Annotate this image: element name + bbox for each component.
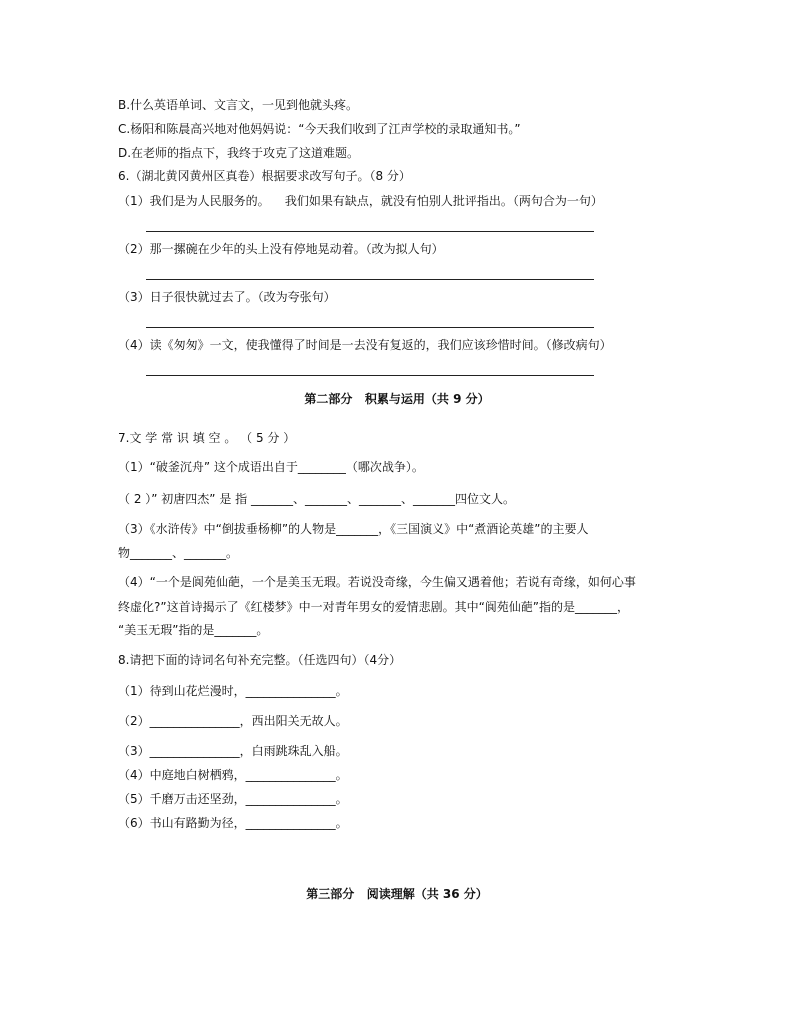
question-6-4: （4）读《匆匆》一文，使我懂得了时间是一去没有复返的，我们应该珍惜时间。（修改病句） xyxy=(118,338,612,352)
question-6-title: 6.（湖北黄冈黄州区真卷）根据要求改写句子。（8 分） xyxy=(118,169,411,183)
question-6-3: （3）日子很快就过去了。（改为夸张句） xyxy=(118,290,336,304)
part-3-heading: 第三部分 阅读理解（共 36 分） xyxy=(306,887,488,901)
question-7-3-line2: 物_______、_______。 xyxy=(118,546,239,560)
question-8-1: （1）待到山花烂漫时，_______________。 xyxy=(118,684,348,698)
question-7-4-line1: （4）“一个是阆苑仙葩，一个是美玉无瑕。若说没奇缘，今生偏又遇着他；若说有奇缘，如何心事 xyxy=(118,575,636,589)
question-6-2: （2）那一摞碗在少年的头上没有停地晃动着。（改为拟人句） xyxy=(118,242,444,256)
answer-line-6-1[interactable] xyxy=(146,231,594,232)
part-2-heading: 第二部分 积累与运用（共 9 分） xyxy=(304,392,490,406)
question-6-1: （1）我们是为人民服务的。 我们如果有缺点，就没有怕别人批评指出。（两句合为一句） xyxy=(118,194,603,208)
question-8-6: （6）书山有路勤为径，_______________。 xyxy=(118,816,348,830)
answer-line-6-2[interactable] xyxy=(146,279,594,280)
question-7-3-line1: （3）《水浒传》中“倒拔垂杨柳”的人物是_______，《三国演义》中“煮酒论英雄”的主要人 xyxy=(118,522,589,536)
question-8-5: （5）千磨万击还坚劲，_______________。 xyxy=(118,792,348,806)
question-7-4-line3: “美玉无瑕”指的是_______。 xyxy=(118,623,269,637)
option-b: B.什么英语单词、文言文，一见到他就头疼。 xyxy=(118,98,359,112)
question-7-4-line2: 终虚化?”这首诗揭示了《红楼梦》中一对青年男女的爱情悲剧。其中“阆苑仙葩”指的是_______， xyxy=(118,600,630,614)
option-d: D.在老师的指点下，我终于攻克了这道难题。 xyxy=(118,146,360,160)
question-7-1: （1）“破釜沉舟” 这个成语出自于________（哪次战争）。 xyxy=(118,460,424,474)
question-7-title: 7.文 学 常 识 填 空 。 （ 5 分 ） xyxy=(118,431,296,445)
answer-line-6-4[interactable] xyxy=(146,375,594,376)
question-8-2: （2）_______________，西出阳关无故人。 xyxy=(118,714,348,728)
question-8-title: 8.请把下面的诗词名句补充完整。（任选四句）（4分） xyxy=(118,653,402,667)
question-7-2: （ 2 ）” 初唐四杰” 是 指 _______、_______、_______、_______四位文人。 xyxy=(118,492,515,506)
answer-line-6-3[interactable] xyxy=(146,327,594,328)
question-8-3: （3）_______________，白雨跳珠乱入船。 xyxy=(118,744,348,758)
option-c: C.杨阳和陈晨高兴地对他妈妈说：“今天我们收到了江声学校的录取通知书。” xyxy=(118,122,521,136)
question-8-4: （4）中庭地白树栖鸦，_______________。 xyxy=(118,768,348,782)
